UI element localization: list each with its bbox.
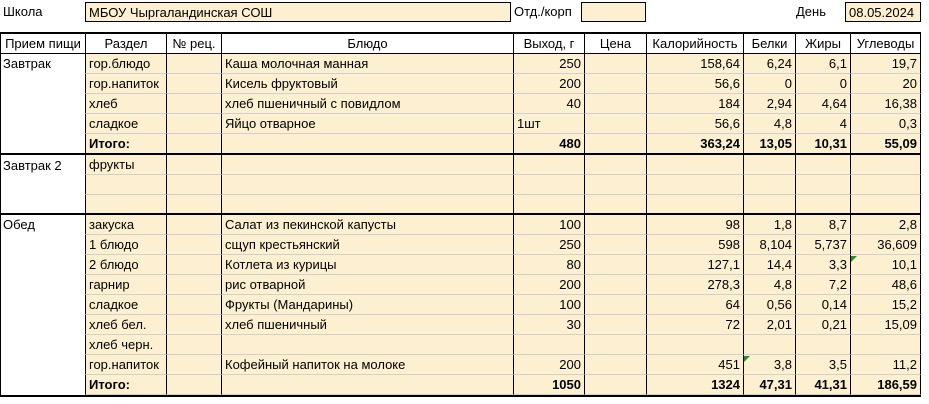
cell-calories[interactable]: 598	[646, 235, 743, 255]
cell-carbs[interactable]: 0,3	[850, 114, 921, 134]
date-field[interactable]: 08.05.2024	[845, 2, 921, 22]
column-header: Калорийность	[646, 34, 743, 54]
cell-price[interactable]	[584, 54, 646, 74]
cell-yield[interactable]: 1шт	[513, 114, 584, 134]
cell-recipe-number[interactable]	[166, 215, 221, 235]
cell-recipe-number[interactable]	[166, 255, 221, 275]
cell-dish[interactable]: Кисель фруктовый	[221, 74, 513, 94]
cell-section[interactable]	[85, 175, 166, 195]
cell-section[interactable]: сладкое	[85, 114, 166, 134]
cell-price[interactable]	[584, 94, 646, 114]
cell-dish[interactable]: рис отварной	[221, 275, 513, 295]
cell-calories[interactable]: 98	[646, 215, 743, 235]
dept-field[interactable]	[581, 2, 646, 22]
cell-protein[interactable]	[743, 155, 795, 175]
cell-fat[interactable]: 8,7	[795, 215, 850, 235]
column-header: Цена	[584, 34, 646, 54]
cell-section[interactable]: гарнир	[85, 275, 166, 295]
cell-carbs[interactable]: 15,09	[850, 315, 921, 335]
cell-dish[interactable]: сщуп крестьянский	[221, 235, 513, 255]
cell-carbs[interactable]: 11,2	[850, 355, 921, 375]
cell-yield[interactable]: 200	[513, 355, 584, 375]
cell-yield[interactable]: 250	[513, 235, 584, 255]
cell-calories[interactable]	[646, 175, 743, 195]
cell-recipe-number[interactable]	[166, 295, 221, 315]
cell-carbs[interactable]: 2,8	[850, 215, 921, 235]
column-header: Белки	[743, 34, 795, 54]
meal-cell	[0, 74, 85, 94]
cell-yield[interactable]: 480	[513, 134, 584, 154]
comment-marker-icon	[851, 256, 857, 262]
column-header: Углеводы	[850, 34, 921, 54]
cell-protein[interactable]: 13,05	[743, 134, 795, 154]
cell-section[interactable]: Итого:	[85, 375, 166, 395]
cell-recipe-number[interactable]	[166, 355, 221, 375]
cell-calories[interactable]: 451	[646, 355, 743, 375]
cell-carbs[interactable]: 186,59	[850, 375, 921, 395]
meal-cell	[0, 134, 85, 154]
cell-recipe-number[interactable]	[166, 155, 221, 175]
cell-dish[interactable]: хлеб пшеничный	[221, 315, 513, 335]
cell-yield[interactable]	[513, 195, 584, 215]
cell-carbs[interactable]	[850, 155, 921, 175]
meal-cell	[0, 295, 85, 315]
cell-calories[interactable]: 363,24	[646, 134, 743, 154]
cell-price[interactable]	[584, 114, 646, 134]
cell-yield[interactable]: 1050	[513, 375, 584, 395]
section-divider	[0, 153, 921, 155]
cell-section[interactable]: гор.напиток	[85, 355, 166, 375]
cell-dish[interactable]: Фрукты (Мандарины)	[221, 295, 513, 315]
cell-protein[interactable]	[743, 195, 795, 215]
cell-recipe-number[interactable]	[166, 195, 221, 215]
cell-dish[interactable]	[221, 134, 513, 154]
cell-calories[interactable]: 56,6	[646, 74, 743, 94]
cell-price[interactable]	[584, 355, 646, 375]
cell-protein[interactable]: 6,24	[743, 54, 795, 74]
cell-calories[interactable]: 72	[646, 315, 743, 335]
cell-calories[interactable]	[646, 155, 743, 175]
cell-dish[interactable]: Кофейный напиток на молоке	[221, 355, 513, 375]
cell-calories[interactable]: 278,3	[646, 275, 743, 295]
cell-fat[interactable]: 3,5	[795, 355, 850, 375]
cell-fat[interactable]: 5,737	[795, 235, 850, 255]
cell-fat[interactable]: 3,3	[795, 255, 850, 275]
cell-price[interactable]	[584, 215, 646, 235]
cell-dish[interactable]: Котлета из курицы	[221, 255, 513, 275]
cell-recipe-number[interactable]	[166, 74, 221, 94]
cell-fat[interactable]: 4	[795, 114, 850, 134]
section-divider	[0, 32, 921, 34]
cell-calories[interactable]: 127,1	[646, 255, 743, 275]
cell-yield[interactable]	[513, 155, 584, 175]
cell-calories[interactable]	[646, 335, 743, 355]
cell-section[interactable]: сладкое	[85, 295, 166, 315]
cell-carbs[interactable]: 55,09	[850, 134, 921, 154]
cell-price[interactable]	[584, 175, 646, 195]
cell-yield[interactable]: 40	[513, 94, 584, 114]
cell-calories[interactable]: 64	[646, 295, 743, 315]
cell-fat[interactable]: 0	[795, 74, 850, 94]
cell-protein[interactable]: 47,31	[743, 375, 795, 395]
column-header: Раздел	[85, 34, 166, 54]
meal-cell	[0, 235, 85, 255]
section-divider	[0, 395, 921, 397]
cell-calories[interactable]: 56,6	[646, 114, 743, 134]
school-label: Школа	[3, 4, 43, 19]
cell-recipe-number[interactable]	[166, 134, 221, 154]
meal-cell	[0, 94, 85, 114]
cell-yield[interactable]	[513, 335, 584, 355]
cell-recipe-number[interactable]	[166, 235, 221, 255]
cell-dish[interactable]	[221, 375, 513, 395]
cell-fat[interactable]: 0,21	[795, 315, 850, 335]
cell-price[interactable]	[584, 335, 646, 355]
cell-dish[interactable]	[221, 155, 513, 175]
cell-carbs[interactable]: 15,2	[850, 295, 921, 315]
cell-section[interactable]: гор.блюдо	[85, 54, 166, 74]
cell-calories[interactable]: 1324	[646, 375, 743, 395]
cell-yield[interactable]: 100	[513, 215, 584, 235]
meal-cell	[0, 114, 85, 134]
cell-yield[interactable]: 200	[513, 74, 584, 94]
cell-fat[interactable]	[795, 335, 850, 355]
cell-dish[interactable]: Каша молочная манная	[221, 54, 513, 74]
cell-section[interactable]: фрукты	[85, 155, 166, 175]
cell-protein[interactable]: 8,104	[743, 235, 795, 255]
cell-price[interactable]	[584, 74, 646, 94]
cell-price[interactable]	[584, 155, 646, 175]
cell-fat[interactable]: 10,31	[795, 134, 850, 154]
cell-recipe-number[interactable]	[166, 375, 221, 395]
section-divider	[0, 213, 921, 215]
cell-price[interactable]	[584, 134, 646, 154]
cell-price[interactable]	[584, 315, 646, 335]
meal-cell	[0, 375, 85, 395]
cell-calories[interactable]	[646, 195, 743, 215]
cell-protein[interactable]: 3,8	[743, 355, 795, 375]
cell-section[interactable]: хлеб бел.	[85, 315, 166, 335]
cell-protein[interactable]: 2,01	[743, 315, 795, 335]
cell-dish[interactable]: Яйцо отварное	[221, 114, 513, 134]
day-label: День	[796, 4, 826, 19]
cell-dish[interactable]	[221, 175, 513, 195]
meal-cell	[0, 175, 85, 195]
school-name-field[interactable]: МБОУ Чыргаландинская СОШ	[85, 2, 511, 22]
meal-cell	[0, 275, 85, 295]
cell-section[interactable]: хлеб черн.	[85, 335, 166, 355]
cell-fat[interactable]	[795, 195, 850, 215]
cell-fat[interactable]: 41,31	[795, 375, 850, 395]
cell-fat[interactable]	[795, 155, 850, 175]
meal-cell	[0, 315, 85, 335]
cell-carbs[interactable]: 48,6	[850, 275, 921, 295]
cell-price[interactable]	[584, 375, 646, 395]
cell-calories[interactable]: 184	[646, 94, 743, 114]
cell-yield[interactable]: 100	[513, 295, 584, 315]
column-header: Блюдо	[221, 34, 513, 54]
cell-section[interactable]: хлеб	[85, 94, 166, 114]
cell-carbs[interactable]: 20	[850, 74, 921, 94]
cell-carbs[interactable]: 19,7	[850, 54, 921, 74]
meal-breakfast: Завтрак	[3, 56, 51, 71]
cell-section[interactable]: 2 блюдо	[85, 255, 166, 275]
cell-fat[interactable]: 0,14	[795, 295, 850, 315]
cell-carbs[interactable]	[850, 335, 921, 355]
cell-protein[interactable]	[743, 335, 795, 355]
cell-protein[interactable]: 4,8	[743, 275, 795, 295]
cell-recipe-number[interactable]	[166, 335, 221, 355]
cell-protein[interactable]	[743, 175, 795, 195]
column-header: Прием пищи	[0, 34, 85, 54]
cell-recipe-number[interactable]	[166, 114, 221, 134]
cell-carbs[interactable]: 16,38	[850, 94, 921, 114]
cell-dish[interactable]	[221, 335, 513, 355]
cell-price[interactable]	[584, 255, 646, 275]
cell-yield[interactable]: 80	[513, 255, 584, 275]
cell-carbs[interactable]: 10,1	[850, 255, 921, 275]
cell-protein[interactable]: 4,8	[743, 114, 795, 134]
cell-recipe-number[interactable]	[166, 54, 221, 74]
cell-dish[interactable]: хлеб пшеничный с повидлом	[221, 94, 513, 114]
column-header: Жиры	[795, 34, 850, 54]
dept-label: Отд./корп	[514, 4, 572, 19]
cell-fat[interactable]	[795, 175, 850, 195]
meal-cell	[0, 355, 85, 375]
meal-cell	[0, 255, 85, 275]
cell-yield[interactable]: 250	[513, 54, 584, 74]
cell-price[interactable]	[584, 235, 646, 255]
cell-carbs[interactable]	[850, 175, 921, 195]
cell-fat[interactable]: 4,64	[795, 94, 850, 114]
meal-cell	[0, 335, 85, 355]
cell-recipe-number[interactable]	[166, 275, 221, 295]
cell-protein[interactable]: 14,4	[743, 255, 795, 275]
cell-calories[interactable]: 158,64	[646, 54, 743, 74]
cell-section[interactable]: Итого:	[85, 134, 166, 154]
cell-protein[interactable]: 2,94	[743, 94, 795, 114]
cell-carbs[interactable]	[850, 195, 921, 215]
cell-dish[interactable]	[221, 195, 513, 215]
cell-recipe-number[interactable]	[166, 94, 221, 114]
cell-yield[interactable]: 30	[513, 315, 584, 335]
meal-breakfast-2: Завтрак 2	[3, 158, 62, 173]
cell-section[interactable]: 1 блюдо	[85, 235, 166, 255]
column-header: № рец.	[166, 34, 221, 54]
cell-fat[interactable]: 7,2	[795, 275, 850, 295]
column-header: Выход, г	[513, 34, 584, 54]
cell-section[interactable]: закуска	[85, 215, 166, 235]
meal-lunch: Обед	[3, 217, 35, 232]
cell-price[interactable]	[584, 195, 646, 215]
cell-price[interactable]	[584, 295, 646, 315]
cell-protein[interactable]: 0	[743, 74, 795, 94]
meal-cell	[0, 195, 85, 215]
cell-protein[interactable]: 1,8	[743, 215, 795, 235]
cell-section[interactable]	[85, 195, 166, 215]
comment-marker-icon	[744, 356, 750, 362]
cell-recipe-number[interactable]	[166, 175, 221, 195]
cell-dish[interactable]: Салат из пекинской капусты	[221, 215, 513, 235]
cell-recipe-number[interactable]	[166, 315, 221, 335]
cell-carbs[interactable]: 36,609	[850, 235, 921, 255]
cell-fat[interactable]: 6,1	[795, 54, 850, 74]
cell-yield[interactable]: 200	[513, 275, 584, 295]
cell-protein[interactable]: 0,56	[743, 295, 795, 315]
cell-price[interactable]	[584, 275, 646, 295]
cell-section[interactable]: гор.напиток	[85, 74, 166, 94]
cell-yield[interactable]	[513, 175, 584, 195]
